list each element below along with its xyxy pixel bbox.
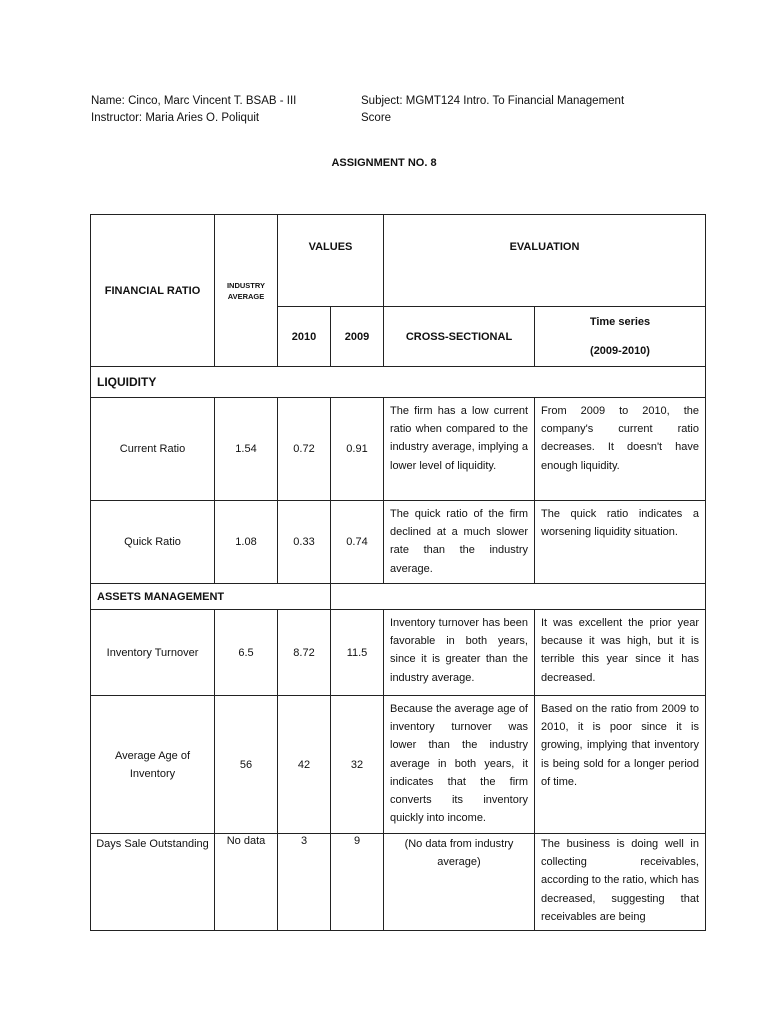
time-series-text: The business is doing well in collecting receivables, according to the ratio, which has decreased, suggesting that receivables are being [535,834,706,931]
industry-average-value: 6.5 [215,610,278,696]
time-series-text: It was excellent the prior year because it was high, but it is terrible this year since it has decreased. [535,610,706,696]
section-assets-management: ASSETS MANAGEMENT [91,584,331,610]
instructor-name: Instructor: Maria Aries O. Poliquit [91,112,260,124]
table-row [91,834,706,931]
industry-average-value: 1.54 [215,398,278,501]
table-row [91,501,706,584]
time-series-text: From 2009 to 2010, the company's current ratio decreases. It doesn't have enough liquidity. [535,398,706,501]
header-evaluation: EVALUATION [384,215,706,307]
student-name: Name: Cinco, Marc Vincent T. BSAB - III [91,95,297,107]
time-series-text: Based on the ratio from 2009 to 2010, it is poor since it is growing, implying that inventory is being sold for a longer period of time. [535,696,706,834]
subject-line: Subject: MGMT124 Intro. To Financial Management [361,95,625,107]
value-2010: 3 [278,834,331,931]
header-year-2010: 2010 [278,307,331,367]
assignment-title: ASSIGNMENT NO. 8 [331,157,437,169]
value-2010: 8.72 [278,610,331,696]
header-time-series [535,307,706,367]
table-row [91,696,706,834]
ratio-name: Inventory Turnover [91,610,215,696]
header-financial-ratio: FINANCIAL RATIO [91,215,215,367]
value-2009: 11.5 [331,610,384,696]
time-series-range: (2009-2010) [590,344,650,357]
section-empty-cell [331,584,706,610]
value-2010: 0.33 [278,501,331,584]
subject-info [361,93,624,127]
industry-average-value: 1.08 [215,501,278,584]
header-cross-sectional: CROSS-SECTIONAL [384,307,535,367]
value-2009: 9 [331,834,384,931]
cross-sectional-text: The firm has a low current ratio when compared to the industry average, implying a lower level of liquidity. [384,398,535,501]
header-industry-average: INDUSTRY AVERAGE [215,215,278,367]
industry-average-value: No data [215,834,278,931]
student-info [91,93,296,127]
section-liquidity: LIQUIDITY [91,367,706,398]
industry-average-value: 56 [215,696,278,834]
value-2010: 0.72 [278,398,331,501]
value-2010: 42 [278,696,331,834]
ratio-name: Days Sale Outstanding [91,834,215,931]
ratio-name: Quick Ratio [91,501,215,584]
table-row [91,398,706,501]
value-2009: 0.74 [331,501,384,584]
value-2009: 32 [331,696,384,834]
cross-sectional-text: Because the average age of inventory turnover was lower than the industry average in both years, it indicates that the firm converts its inventory quickly into income. [384,696,535,834]
header-values: VALUES [278,215,384,307]
cross-sectional-text: Inventory turnover has been favorable in both years, since it is greater than the industry average. [384,610,535,696]
time-series-text: The quick ratio indicates a worsening liquidity situation. [535,501,706,584]
cross-sectional-text: (No data from industry average) [384,834,535,931]
cross-sectional-text: The quick ratio of the firm declined at a much slower rate than the industry average. [384,501,535,584]
financial-ratio-table [90,214,706,931]
table-row [91,610,706,696]
header-year-2009: 2009 [331,307,384,367]
score-label: Score [361,112,392,124]
ratio-name: Current Ratio [91,398,215,501]
time-series-label: Time series [589,315,651,328]
ratio-name: Average Age of Inventory [91,696,215,834]
value-2009: 0.91 [331,398,384,501]
